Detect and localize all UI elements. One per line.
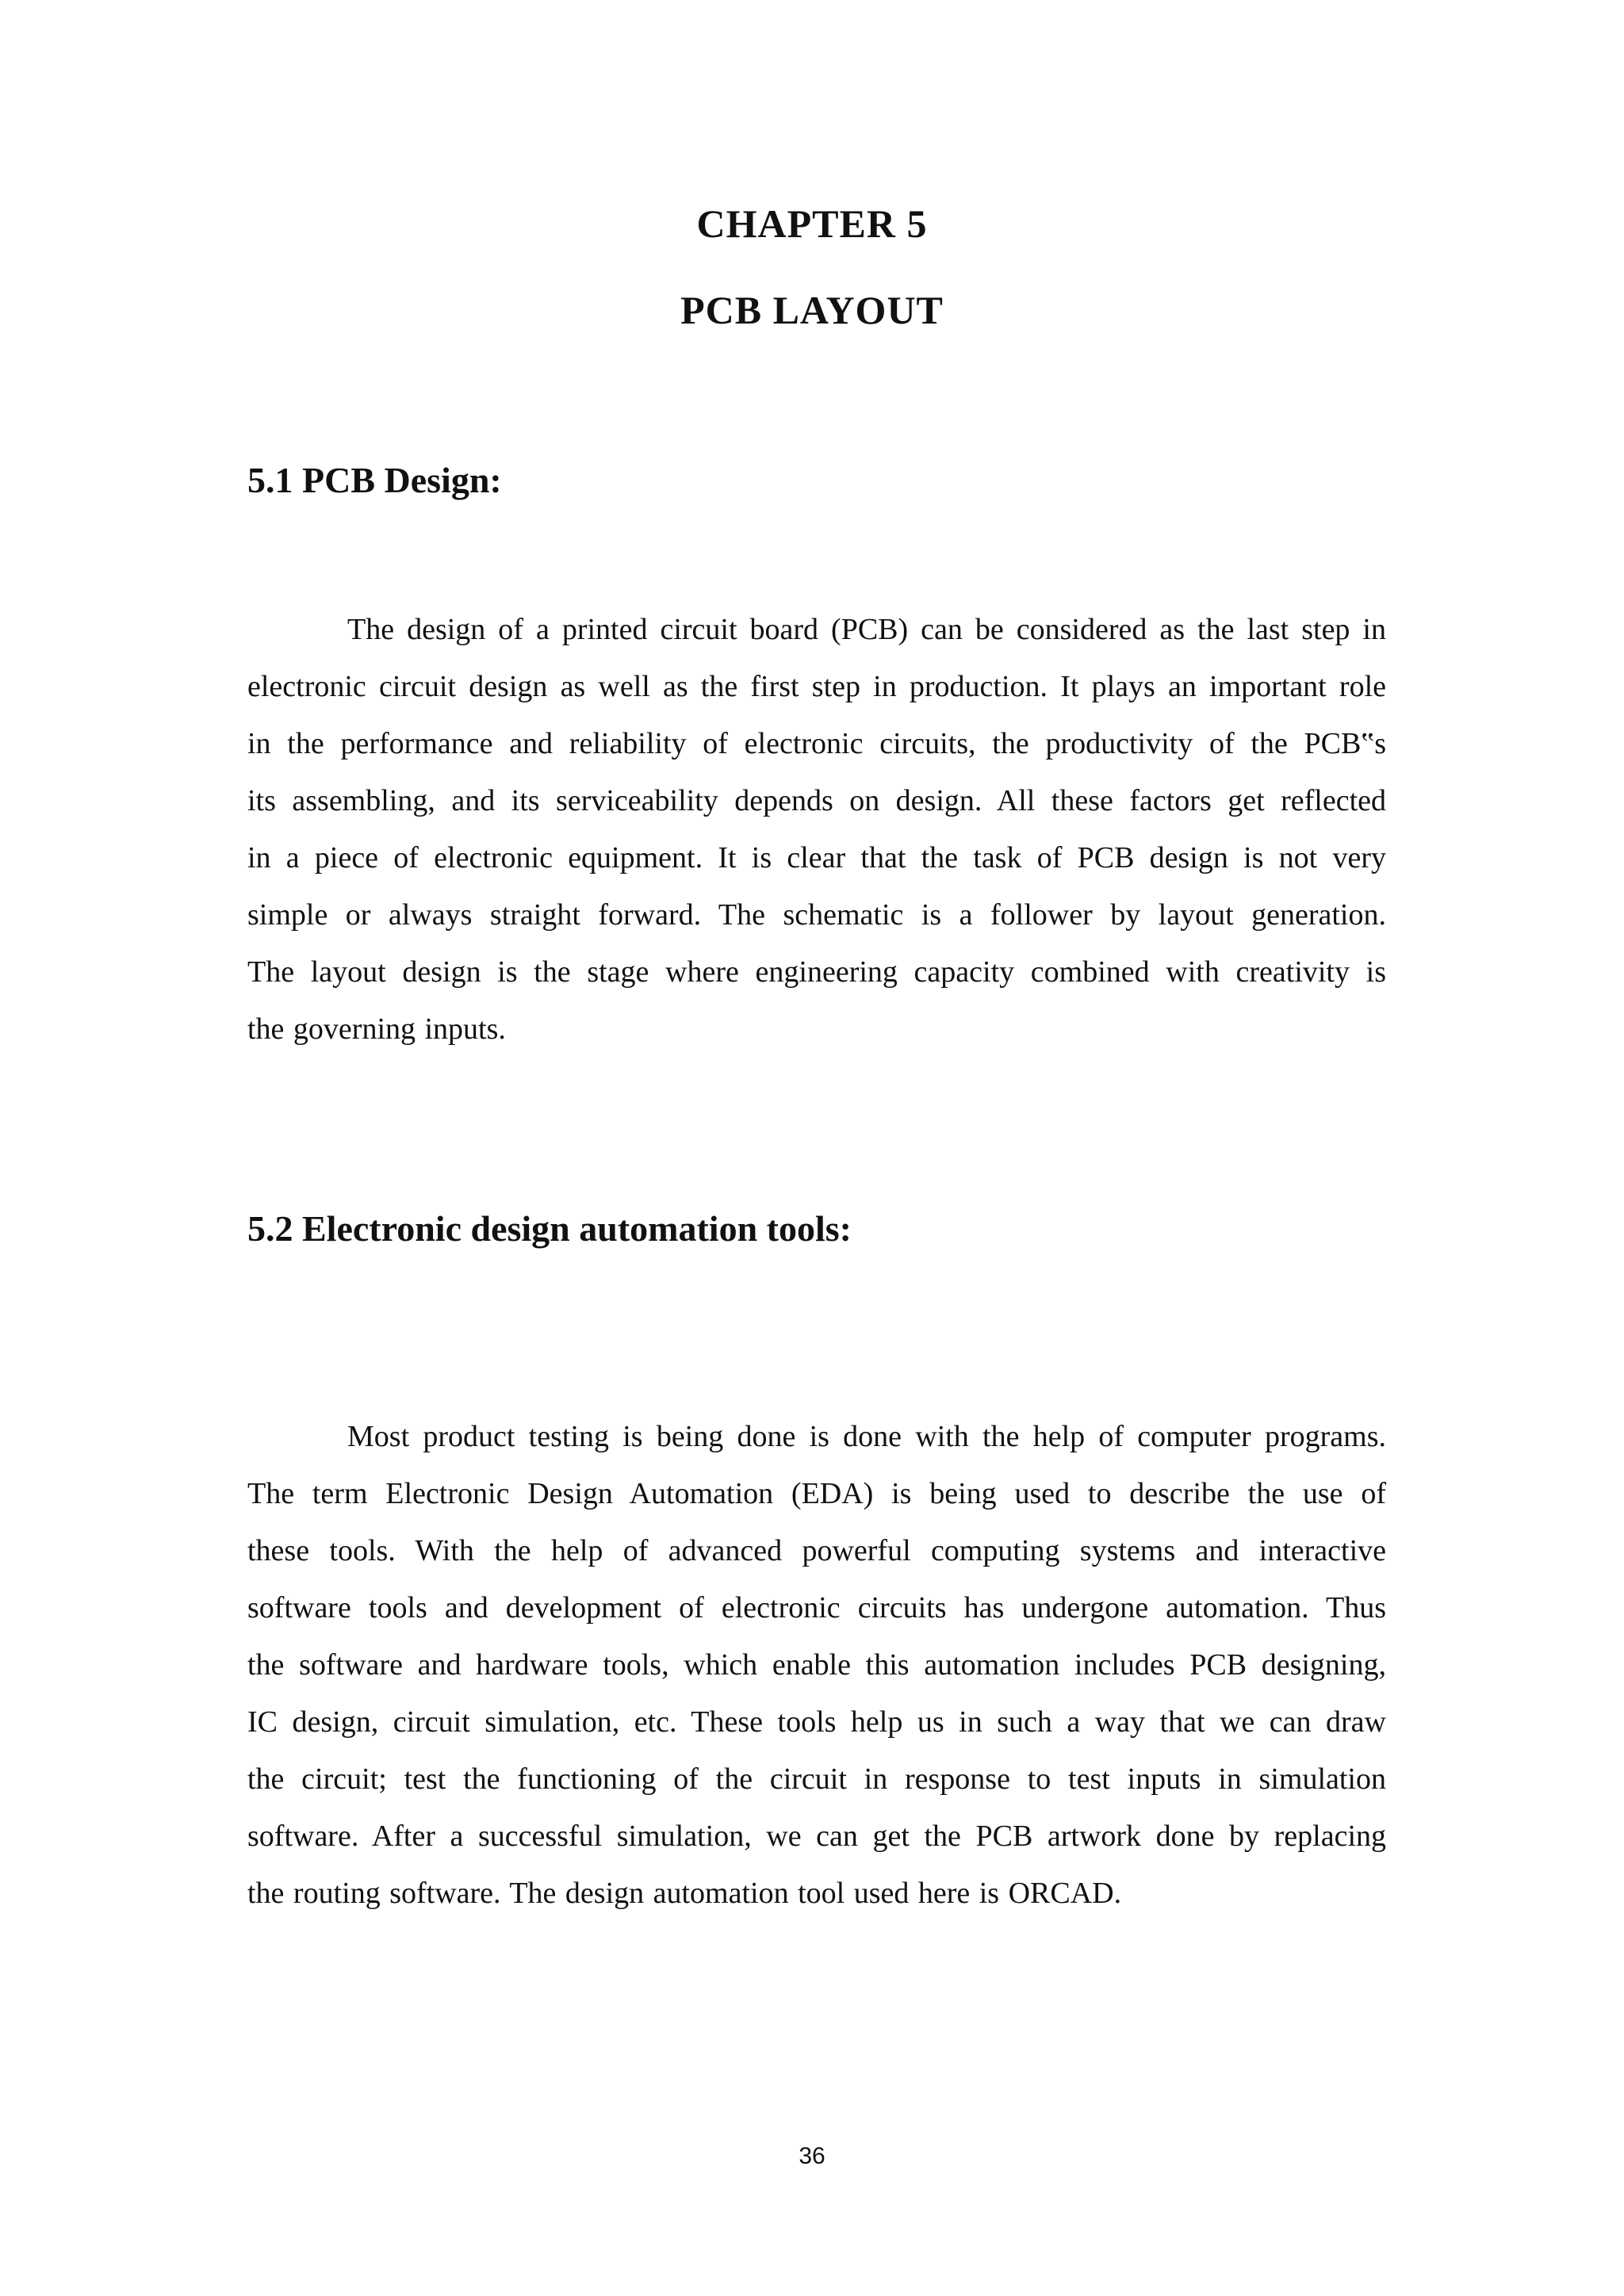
chapter-title: PCB LAYOUT <box>680 288 944 332</box>
paragraph-line: software tools and development of electronic circuits has undergone automation. Thus <box>247 1591 1386 1624</box>
paragraph-line: software. After a successful simulation, we can get the PCB artwork done by replacing <box>247 1820 1386 1853</box>
paragraph-line: the routing software. The design automation tool used here is ORCAD. <box>247 1877 1122 1910</box>
paragraph-line: its assembling, and its serviceability depends on design. All these factors get reflected <box>247 784 1386 817</box>
paragraph-line: The design of a printed circuit board (PCB) can be considered as the last step in <box>347 613 1386 646</box>
paragraph-line: the circuit; test the functioning of the circuit in response to test inputs in simulation <box>247 1762 1386 1796</box>
paragraph-line: the software and hardware tools, which enable this automation includes PCB designing, <box>247 1648 1386 1682</box>
paragraph-line: IC design, circuit simulation, etc. These tools help us in such a way that we can draw <box>247 1705 1386 1739</box>
section-heading-pcb-design: 5.1 PCB Design: <box>247 460 502 500</box>
page-number: 36 <box>799 2143 825 2169</box>
paragraph-line: in the performance and reliability of electronic circuits, the productivity of the PCB‟s <box>247 727 1386 760</box>
paragraph-line: these tools. With the help of advanced powerful computing systems and interactive <box>247 1534 1386 1567</box>
paragraph-line: The layout design is the stage where engineering capacity combined with creativity is <box>247 955 1386 989</box>
paragraph-line: simple or always straight forward. The schematic is a follower by layout generation. <box>247 898 1386 932</box>
paragraph-line: The term Electronic Design Automation (EDA) is being used to describe the use of <box>247 1477 1386 1510</box>
section-heading-eda-tools: 5.2 Electronic design automation tools: <box>247 1208 852 1249</box>
paragraph-pcb-design <box>247 601 1386 1058</box>
paragraph-eda-tools <box>247 1408 1386 1922</box>
paragraph-line: electronic circuit design as well as the first step in production. It plays an important role <box>247 670 1386 703</box>
paragraph-line: in a piece of electronic equipment. It is clear that the task of PCB design is not very <box>247 841 1386 874</box>
paragraph-line: the governing inputs. <box>247 1012 506 1046</box>
paragraph-line: Most product testing is being done is done with the help of computer programs. <box>347 1420 1386 1453</box>
chapter-number: CHAPTER 5 <box>696 201 928 246</box>
